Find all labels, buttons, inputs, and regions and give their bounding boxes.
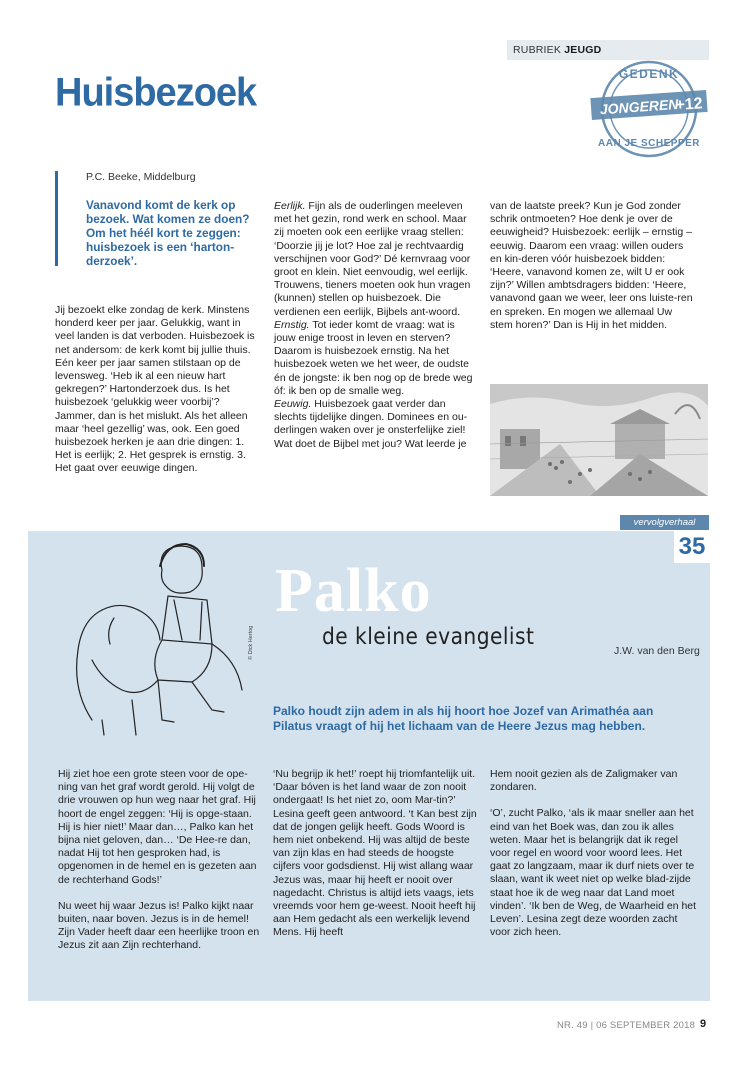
section-label-prefix: RUBRIEK	[513, 44, 562, 56]
story-column-3-paragraph-1: Hem nooit gezien als de Zaligmaker van zondaren.	[490, 768, 678, 794]
text-eerlijk: Fijn als de ouderlingen meeleven met het gezin, rond werk en school. Maar zij moeten ook een eerlijke vraag stellen: ‘Doorzie jij je lot? Hoe zal je rechtvaardig verschijnen voor God?’ Dé kernvraag voor groot en klein. Niet eenvoudig, wel eerlijk. Trouwens, tieners moeten ook hun vragen (kunnen) stellen op huisbezoek. Die verdienen een eerlijk, Bijbels ant-woord.	[274, 200, 471, 318]
story-title: Palko	[275, 557, 432, 625]
story-column-2-text: ‘Nu begrijp ik het!’ roept hij triomfantelijk uit. ‘Daar bóven is het land waar de zon nooit ondergaat! Is het niet zo, oom Mar-tin?’ Lesina geeft geen antwoord. ‘t Kan best zijn dat de jongen gelijk heeft. Gods Woord is hem niet onbekend. Hij was altijd de beste van zijn klas en had steeds de hoogste cijfers voor godsdienst. Hij wist allang waar Jezus was, maar hij heeft er nooit over nagedacht. Christus is altijd iets vaags, iets vreemds voor hem ge-weest. Nooit heeft hij aan Hem gedacht als een werkelijk levend Mens. Hij heeft	[273, 768, 477, 939]
stamp-middle-text: JONGEREN	[599, 95, 679, 118]
article-column-3-text: van de laatste preek? Kun je God zonder schrik ontmoeten? Hoe denk je over de eeuwigheid? Huisbezoek: eerlijk – ernstig – eeuwig. Daarom een vraag: willen ouders en kin-deren vóór huisbezoek bidden: ‘Heere, vanavond komen ze, wilt U er ook zijn?’ Willen ambtsdragers bidden: ‘Heere, vanavond gaan we weer, leer ons luiste-ren en spreken. En mogen we allemaal Uw stem horen?’ Dan is Hij in het midden.	[490, 200, 693, 331]
gedenk-jongeren-stamp-logo	[589, 54, 709, 164]
story-lead: Palko houdt zijn adem in als hij hoort hoe Jozef van Arimathéa aan Pilatus vraagt of hij het lichaam van de Heere Jezus mag hebben.	[273, 704, 654, 733]
article-title: Huisbezoek	[55, 70, 257, 116]
stamp-age-text: +12	[674, 95, 704, 115]
stamp-top-text: GEDENK	[618, 67, 680, 81]
story-column-2	[273, 768, 478, 940]
article-lead: Vanavond komt de kerk op bezoek. Wat komen ze doen? Om het héél kort te zeggen: huisbezoek is een ‘harton-derzoek’.	[86, 198, 250, 268]
story-column-3	[490, 768, 700, 939]
article-column-1-text: Jij bezoekt elke zondag de kerk. Minstens honderd keer per jaar. Gelukkig, want in veel landen is dat verboden. Huisbezoek is net andersom: de kerk komt bij jullie thuis. Eén keer per jaar samen stilstaan op de levensweg. ‘Heb ik al een nieuw hart gekregen?’ Hartonderzoek dus. Is het huisbezoek ‘gelukkig weer voorbij’? Jammer, dan is het mislukt. Als het alleen maar ‘heel gezellig’ was, ook. Een goed huisbezoek herken je aan drie dingen: 1. Het is eerlijk; 2. Het gesprek is ernstig. 3. Het gaat over eeuwige dingen.	[55, 304, 255, 475]
lead-accent-bar	[55, 171, 58, 266]
stamp-bottom-text: AAN JE SCHEPPER	[598, 138, 700, 149]
article-author: P.C. Beeke, Middelburg	[86, 171, 196, 183]
series-label: vervolgverhaal	[620, 515, 709, 530]
term-eerlijk: Eerlijk.	[274, 200, 306, 212]
text-ernstig: Tot ieder komt de vraag: wat is jouw enige troost in leven en sterven? Daarom is huisbezoek ernstig. Na het huisbezoek weten we het weer, de oudste én de jongste: ik ben nog op de brede weg óf: ik ben op de smalle weg.	[274, 318, 473, 397]
issue-info: NR. 49 | 06 SEPTEMBER 2018	[557, 1020, 696, 1031]
story-column-3-paragraph-2: ‘O’, zucht Palko, ‘als ik maar sneller aan het eind van het Boek was, dan zou ik alles weten. Maar het is belangrijk dat ik regel voor regel en woord voor woord lees. Het gaat zo langzaam, maar ik durf niets over te slaan, want ik weet niet op welke blad-zijde staat hoe ik de weg naar dat Land moet vinden’. ‘Ik ben de Weg, de Waarheid en het Leven’. Lesina zegt deze woorden zacht voor zich heen.	[490, 807, 697, 939]
story-column-1	[58, 768, 263, 953]
term-ernstig: Ernstig.	[274, 318, 310, 331]
section-label-name: JEUGD	[564, 44, 602, 56]
article-column-1	[55, 304, 260, 476]
illustrator-credit: © Dick Hertog	[248, 625, 254, 660]
broad-and-narrow-way-engraving	[490, 384, 708, 496]
article-column-2	[274, 200, 479, 451]
episode-number: 35	[674, 531, 710, 563]
story-author: J.W. van den Berg	[614, 645, 700, 657]
article-column-3	[490, 200, 695, 332]
page-number: 9	[700, 1018, 707, 1030]
paragraph-eerlijk	[274, 200, 479, 319]
paragraph-eeuwig	[274, 398, 479, 451]
story-subtitle: de kleine evangelist	[322, 624, 535, 650]
term-eeuwig: Eeuwig.	[274, 398, 312, 411]
paragraph-ernstig	[274, 319, 479, 398]
story-column-1-paragraph-1: Hij ziet hoe een grote steen voor de ope-ning van het graf wordt gerold. Hij volgt de drie vrouwen op hun weg naar het graf. Hij hoort de engel zeggen: ‘Hij is opge-staan. Hij is hier niet!’ Maar dan…, Palko kan het bijna niet geloven, dan… ‘De Hee-re dan, nadat Hij tot hen gesproken had, is opgenomen in de hemel en is gezeten aan de rechterhand Gods!’	[58, 768, 257, 886]
boy-with-dog-illustration	[62, 540, 267, 740]
text-eeuwig: Huisbezoek gaat verder dan slechts tijdelijke dingen. Dominees en ou-derlingen waken over je onsterfelijke ziel! Wat doet de Bijbel met jou? Wat leerde je	[274, 398, 468, 450]
story-column-1-paragraph-2: Nu weet hij waar Jezus is! Palko kijkt naar buiten, naar boven. Jezus is in de hemel! Zijn Vader heeft daar een heerlijke troon en Jezus zit aan Zijn rechterhand.	[58, 899, 260, 952]
